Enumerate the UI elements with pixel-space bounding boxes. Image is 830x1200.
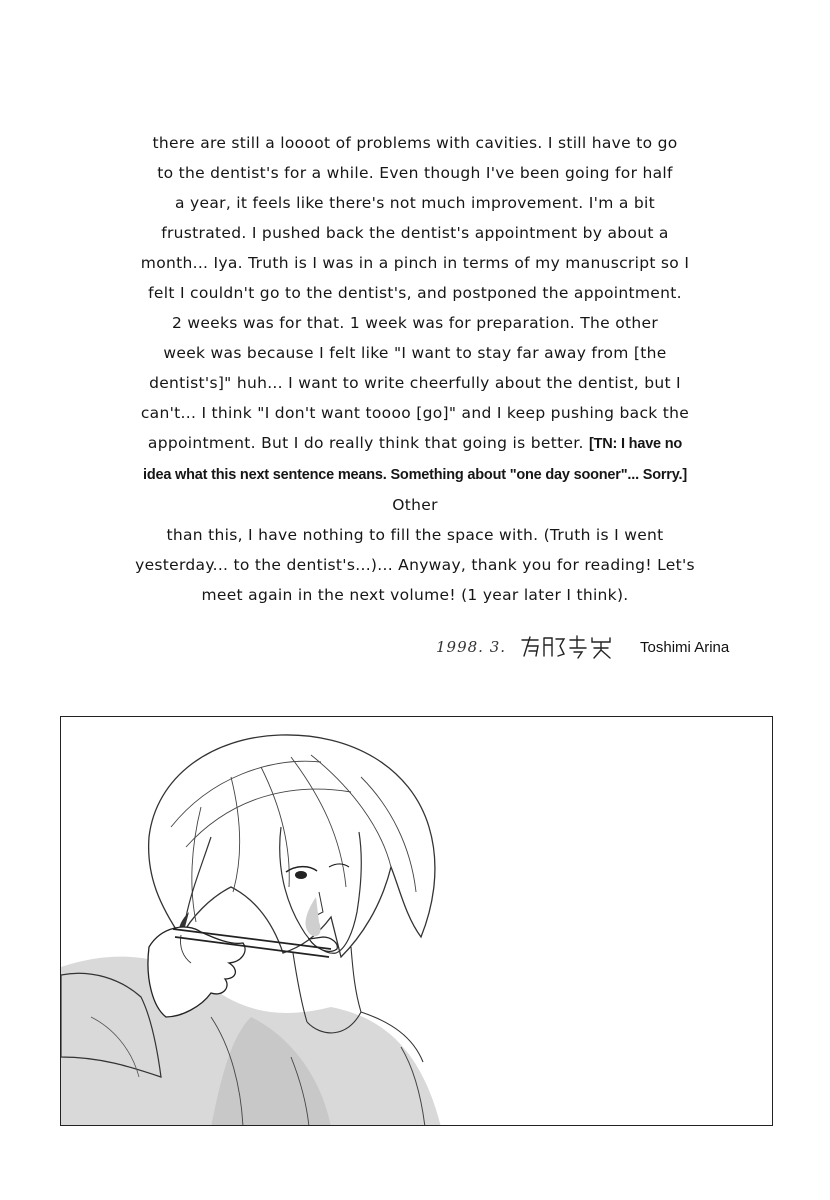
afterword-line: there are still a loooot of problems with cavities. I still have to go — [152, 134, 678, 152]
afterword-line: felt I couldn't go to the dentist's, and postponed the appointment. — [148, 284, 682, 302]
afterword-line: frustrated. I pushed back the dentist's appointment by about a — [161, 224, 669, 242]
afterword-line: to the dentist's for a while. Even though I've been going for half — [157, 164, 673, 182]
afterword-line: 2 weeks was for that. 1 week was for preparation. The other — [171, 314, 659, 332]
afterword-line: yesterday... to the dentist's...)... Anyway, thank you for reading! Let's — [135, 556, 695, 574]
signature-date: 1998. 3. — [436, 638, 507, 656]
afterword-line — [120, 459, 710, 520]
handwritten-signature-icon — [518, 634, 628, 660]
afterword-line — [120, 428, 710, 459]
afterword-text — [120, 128, 710, 610]
translator-note: idea what this next sentence means. Something about "one day sooner"... Sorry.] — [143, 467, 687, 483]
translator-note: [TN: I have no — [589, 436, 683, 452]
afterword-line: month... Iya. Truth is I was in a pinch in terms of my manuscript so I — [140, 254, 690, 272]
afterword-line: dentist's]" huh... I want to write cheerfully about the dentist, but I — [149, 374, 681, 392]
afterword-line: meet again in the next volume! (1 year later I think). — [201, 586, 629, 604]
afterword-line: can't... I think "I don't want toooo [go]" and I keep pushing back the — [140, 404, 690, 422]
character-illustration — [61, 717, 773, 1126]
afterword-line: week was because I felt like "I want to stay far away from [the — [163, 344, 667, 362]
illustration-panel — [60, 716, 773, 1126]
afterword-line: than this, I have nothing to fill the space with. (Truth is I went — [166, 526, 664, 544]
author-signature — [436, 632, 756, 662]
signature-name: Toshimi Arina — [640, 638, 730, 656]
afterword-segment: Other — [392, 496, 438, 514]
afterword-segment: appointment. But I do really think that going is better. — [147, 434, 584, 452]
afterword-line: a year, it feels like there's not much improvement. I'm a bit — [175, 194, 655, 212]
